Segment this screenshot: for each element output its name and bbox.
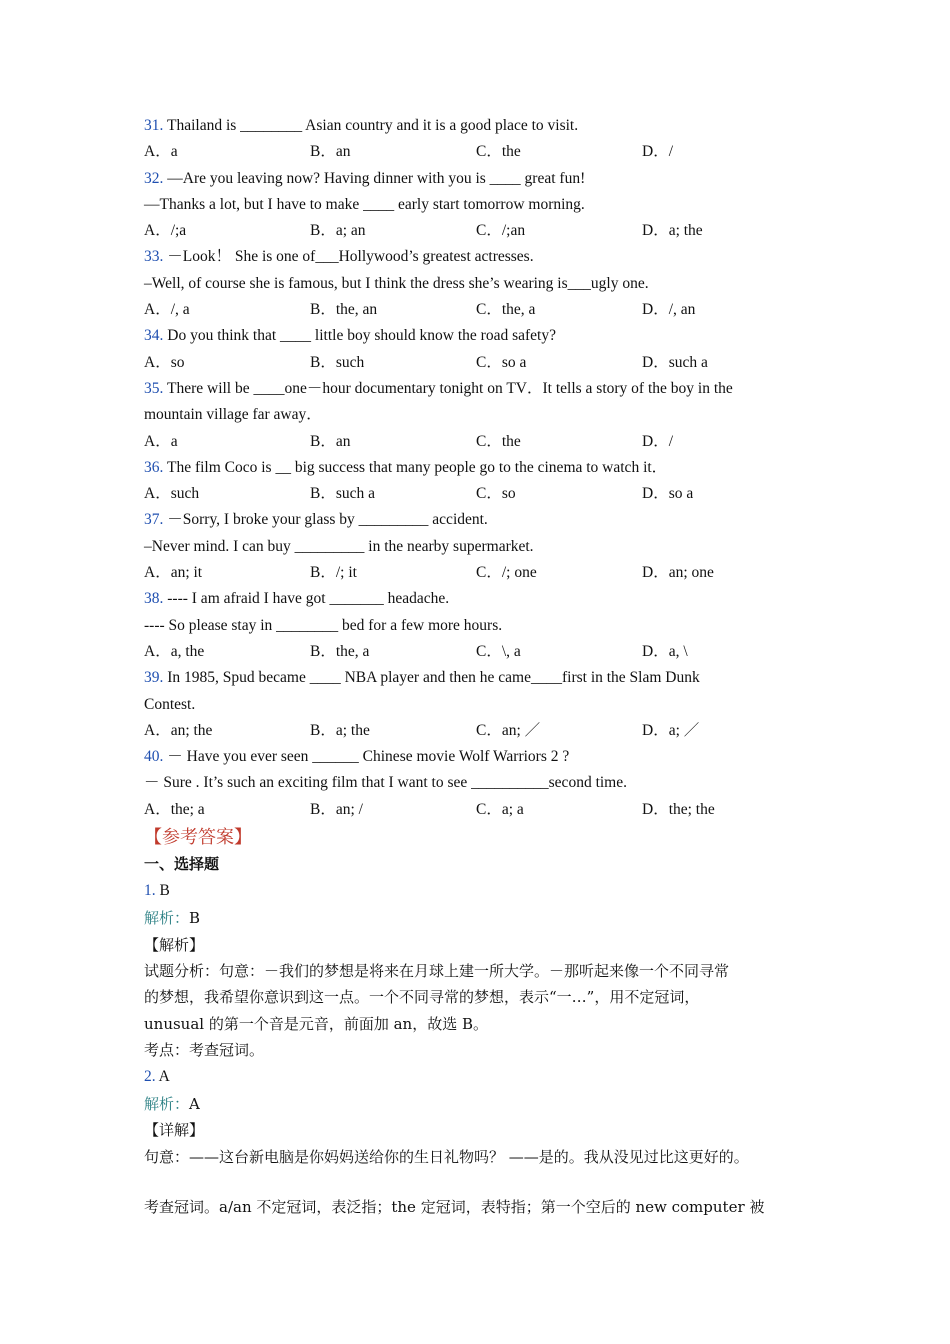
- analysis-body-line: 试题分析：句意：－我们的梦想是将来在月球上建一所大学。－那听起来像一个不同寻常: [144, 961, 730, 980]
- question-stem-line: [144, 692, 824, 718]
- kaodian-line: 考点：考查冠词。: [144, 1040, 265, 1059]
- question-stem-text: Do you think that ____ little boy should know the road safety?: [167, 327, 556, 345]
- question-block: [144, 507, 824, 586]
- question-stem-text: The film Coco is __ big success that many people go to the cinema to watch it．: [166, 458, 668, 476]
- options-row: [144, 481, 824, 507]
- option: C．so: [476, 485, 516, 503]
- question-number: 37.: [144, 511, 164, 529]
- question-stem-line: [144, 586, 824, 612]
- question-number: 39.: [144, 669, 164, 687]
- question-stem-text: —Thanks a lot, but I have to make ____ early start tomorrow morning.: [144, 195, 585, 213]
- question-stem-text: －Sorry, I broke your glass by _________ accident.: [167, 511, 488, 529]
- answer-value: B: [159, 882, 170, 900]
- option: C．/; one: [476, 564, 537, 582]
- option: A．an; the: [144, 721, 213, 739]
- answer-number: 2.: [144, 1068, 156, 1086]
- question-block: [144, 744, 824, 823]
- option: D．a, \: [642, 642, 688, 660]
- question-stem-line: [144, 113, 824, 139]
- option: A．such: [144, 485, 200, 503]
- analysis-value: B: [189, 909, 201, 928]
- option: B．/; it: [310, 564, 357, 582]
- option: B．a; the: [310, 721, 370, 739]
- option: A．/;a: [144, 222, 187, 240]
- answers-header: 【参考答案】: [144, 827, 252, 848]
- option: B．an; /: [310, 800, 363, 818]
- analysis-body-line: 考查冠词。a/an 不定冠词，表泛指；the 定冠词，表特指；第一个空后的 new computer 被: [144, 1197, 765, 1216]
- option: D．such a: [642, 353, 708, 371]
- question-stem-text: There will be ____one－hour documentary tonight on TV．It tells a story of the boy in the: [166, 379, 733, 397]
- option: B．an: [310, 143, 351, 161]
- option: D．/, an: [642, 301, 696, 319]
- option: B．the, an: [310, 301, 378, 319]
- question-stem-text: –Well, of course she is famous, but I think the dress she’s wearing is___ugly one.: [144, 274, 649, 292]
- option: A．the; a: [144, 800, 205, 818]
- question-stem-line: [144, 534, 824, 560]
- options-row: [144, 718, 824, 744]
- question-stem-line: [144, 507, 824, 533]
- analysis-bracket: 【详解】: [144, 1121, 205, 1140]
- option: A．so: [144, 353, 185, 371]
- option: D．a; ／: [642, 721, 700, 739]
- answer-line: [144, 877, 824, 905]
- option: A．a: [144, 143, 178, 161]
- options-row: [144, 297, 824, 323]
- option: C．the, a: [476, 301, 536, 319]
- question-number: 32.: [144, 169, 164, 187]
- option: A．an; it: [144, 564, 203, 582]
- answer-line: [144, 1063, 824, 1091]
- option: B．the, a: [310, 642, 370, 660]
- options-row: [144, 350, 824, 376]
- options-row: [144, 218, 824, 244]
- analysis-body-line: 的梦想，我希望你意识到这一点。一个不同寻常的梦想，表示“一…”，用不定冠词，: [144, 988, 700, 1007]
- option: C．so a: [476, 353, 527, 371]
- option: D．so a: [642, 485, 694, 503]
- question-block: [144, 323, 824, 376]
- option: C．an; ／: [476, 721, 541, 739]
- option: A．a: [144, 432, 178, 450]
- options-row: [144, 797, 824, 823]
- question-number: 31.: [144, 117, 164, 134]
- analysis-line: [144, 1091, 824, 1117]
- option: D．/: [642, 143, 674, 161]
- answer-number: 1.: [144, 882, 156, 900]
- option: C．the: [476, 432, 521, 450]
- options-row: [144, 139, 824, 165]
- question-number: 33.: [144, 248, 164, 266]
- document-content: [144, 113, 824, 1220]
- analysis-bracket: 【解析】: [144, 935, 205, 954]
- analysis-line: [144, 905, 824, 931]
- option: C．the: [476, 143, 521, 161]
- question-stem-text: –Never mind. I can buy _________ in the nearby supermarket.: [144, 537, 534, 555]
- option: A．a, the: [144, 642, 205, 660]
- question-block: [144, 586, 824, 665]
- option: C．a; a: [476, 800, 524, 818]
- option: B．such: [310, 353, 365, 371]
- option: D．/: [642, 432, 674, 450]
- option: C．/;an: [476, 222, 526, 240]
- question-stem-line: [144, 665, 824, 691]
- question-number: 40.: [144, 748, 164, 766]
- question-stem-text: ---- So please stay in ________ bed for a few more hours.: [144, 616, 503, 634]
- answer-value: A: [158, 1068, 170, 1086]
- question-stem-line: [144, 192, 824, 218]
- question-stem-line: [144, 376, 824, 402]
- option: D．an; one: [642, 564, 714, 582]
- analysis-label: 解析：: [144, 909, 190, 928]
- question-number: 36.: [144, 458, 164, 476]
- analysis-value: A: [189, 1095, 200, 1114]
- question-stem-line: [144, 613, 824, 639]
- question-stem-text: ---- I am afraid I have got _______ headache.: [167, 590, 450, 608]
- question-stem-text: mountain village far away．: [144, 406, 322, 424]
- options-row: [144, 639, 824, 665]
- option: D．the; the: [642, 800, 715, 818]
- question-block: [144, 166, 824, 245]
- question-stem-text: －Look！ She is one of___Hollywood’s greatest actresses.: [167, 248, 534, 266]
- option: B．a; an: [310, 222, 366, 240]
- analysis-body-line: 句意：——这台新电脑是你妈妈送给你的生日礼物吗？ ——是的。我从没见过比这更好的。: [144, 1147, 749, 1166]
- question-block: [144, 376, 824, 455]
- section-title: 一、选择题: [144, 855, 220, 874]
- option: B．an: [310, 432, 351, 450]
- question-stem-text: Contest.: [144, 695, 196, 713]
- option: B．such a: [310, 485, 376, 503]
- question-block: [144, 455, 824, 508]
- question-stem-line: [144, 770, 824, 796]
- analysis-label: 解析：: [144, 1095, 190, 1114]
- options-row: [144, 560, 824, 586]
- question-stem-text: In 1985, Spud became ____ NBA player and then he came____first in the Slam Dunk: [167, 669, 700, 687]
- question-stem-line: [144, 244, 824, 270]
- question-stem-line: [144, 323, 824, 349]
- option: D．a; the: [642, 222, 703, 240]
- option: A．/, a: [144, 301, 190, 319]
- option: C．\, a: [476, 642, 521, 660]
- question-stem-line: [144, 166, 824, 192]
- analysis-body-line: unusual 的第一个音是元音，前面加 an，故选 B。: [144, 1014, 489, 1033]
- question-stem-text: Thailand is ________ Asian country and it is a good place to visit.: [166, 117, 579, 134]
- question-number: 38.: [144, 590, 164, 608]
- question-block: [144, 665, 824, 744]
- question-stem-line: [144, 455, 824, 481]
- question-stem-text: － Have you ever seen ______ Chinese movie Wolf Warriors 2 ?: [167, 748, 570, 766]
- question-stem-text: —Are you leaving now? Having dinner with you is ____ great fun!: [167, 169, 586, 187]
- question-stem-line: [144, 744, 824, 770]
- question-number: 35.: [144, 379, 164, 397]
- question-stem-line: [144, 402, 824, 428]
- question-stem-text: － Sure . It’s such an exciting film that I want to see __________second time.: [144, 774, 627, 792]
- question-number: 34.: [144, 327, 164, 345]
- spacer: [144, 1170, 824, 1194]
- question-stem-line: [144, 271, 824, 297]
- question-block: [144, 244, 824, 323]
- question-block: [144, 113, 824, 166]
- options-row: [144, 429, 824, 455]
